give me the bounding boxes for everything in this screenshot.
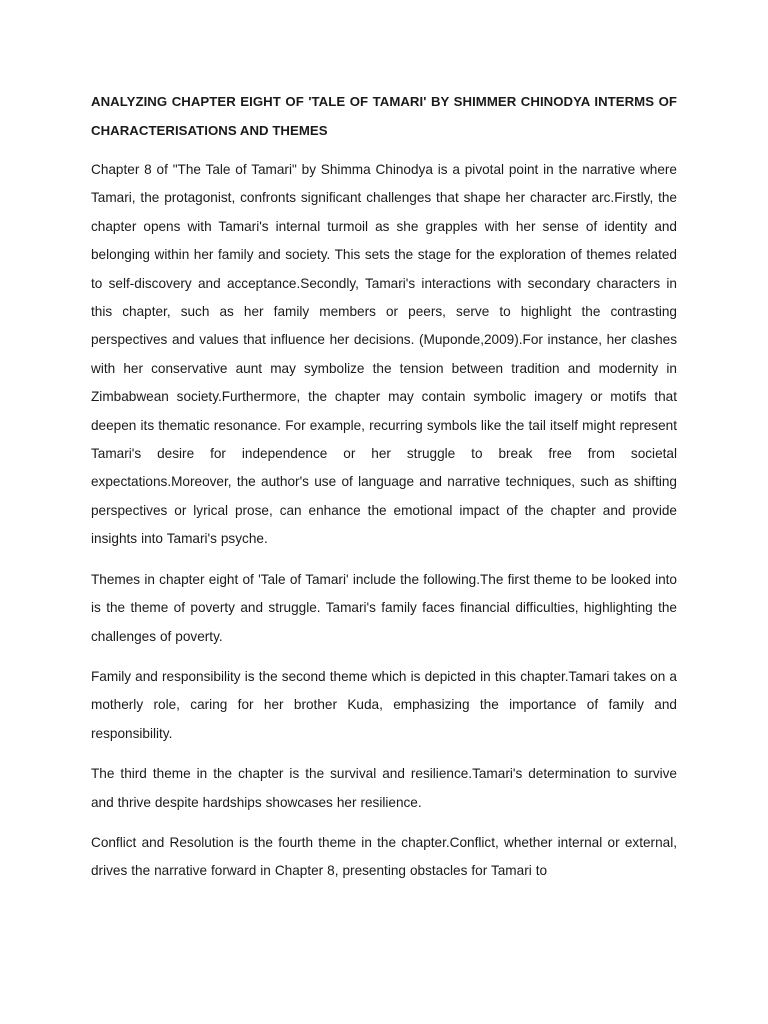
paragraph-chapter-overview: Chapter 8 of "The Tale of Tamari" by Shimma Chinodya is a pivotal point in the narrative where Tamari, the protagonist, confronts significant challenges that shape her character arc.Firstly, the chapter opens with Tamari's internal turmoil as she grapples with her sense of identity and belonging within her family and society. This sets the stage for the exploration of themes related to self-discovery and acceptance.Secondly, Tamari's interactions with secondary characters in this chapter, such as her family members or peers, serve to highlight the contrasting perspectives and values that influence her decisions. (Muponde,2009).For instance, her clashes with her conservative aunt may symbolize the tension between tradition and modernity in Zimbabwean society.Furthermore, the chapter may contain symbolic imagery or motifs that deepen its thematic resonance. For example, recurring symbols like the tail itself might represent Tamari's desire for independence or her struggle to break free from societal expectations.Moreover, the author's use of language and narrative techniques, such as shifting perspectives or lyrical prose, can enhance the emotional impact of the chapter and provide insights into Tamari's psyche.: [91, 162, 677, 547]
document-title: ANALYZING CHAPTER EIGHT OF 'TALE OF TAMARI' BY SHIMMER CHINODYA INTERMS OF CHARACTERISATIONS AND THEMES: [91, 94, 677, 138]
paragraph-family-responsibility: Family and responsibility is the second theme which is depicted in this chapter.Tamari takes on a motherly role, caring for her brother Kuda, emphasizing the importance of family and responsibility.: [91, 668, 677, 741]
paragraph-conflict-resolution: Conflict and Resolution is the fourth theme in the chapter.Conflict, whether internal or external, drives the narrative forward in Chapter 8, presenting obstacles for Tamari to: [91, 834, 677, 879]
paragraph-survival-resilience: The third theme in the chapter is the survival and resilience.Tamari's determination to survive and thrive despite hardships showcases her resilience.: [91, 766, 677, 810]
document-body: [91, 88, 677, 886]
paragraph-themes-intro: Themes in chapter eight of 'Tale of Tamari' include the following.The first theme to be looked into is the theme of poverty and struggle. Tamari's family faces financial difficulties, highlighting the challenges of poverty.: [91, 571, 677, 644]
